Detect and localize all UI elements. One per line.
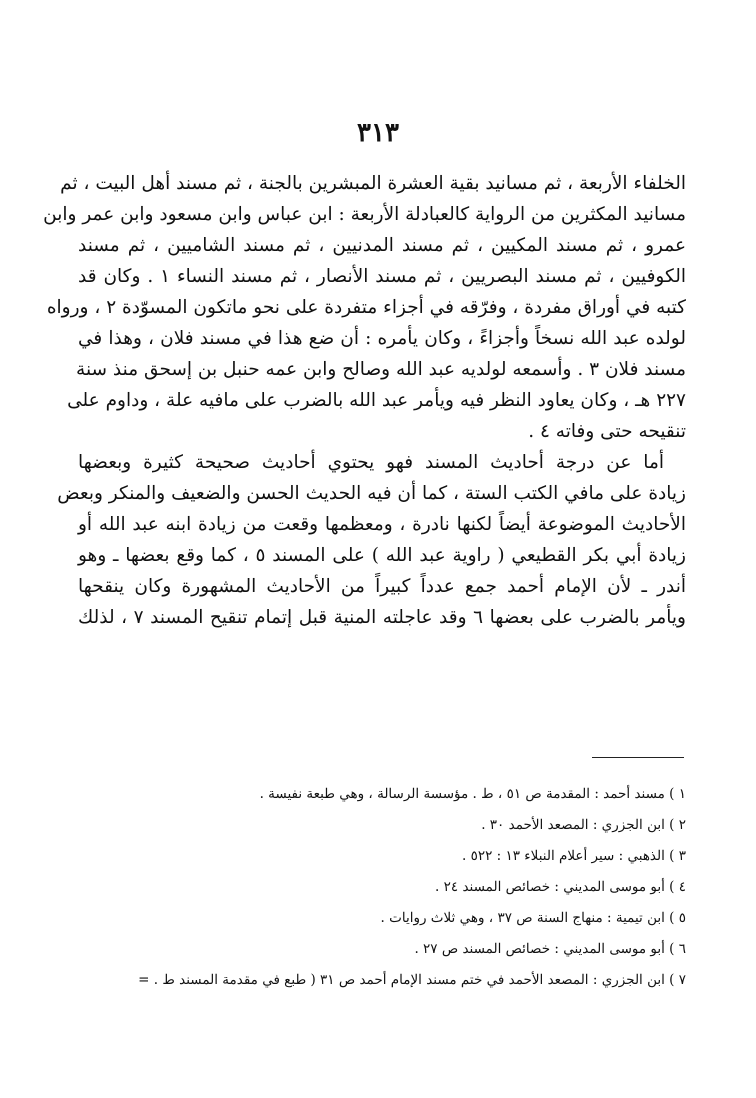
footnote-separator xyxy=(592,757,684,758)
body-line: تنقيحه حتى وفاته ٤ . xyxy=(528,421,686,442)
footnote: ٢ ) ابن الجزري : المصعد الأحمد ٣٠ . xyxy=(481,817,686,833)
body-line: الكوفيين ، ثم مسند البصريين ، ثم مسند الأنصار ، ثم مسند النساء ١ . وكان قد xyxy=(78,266,686,287)
body-line: الأحاديث الموضوعة أيضاً لكنها نادرة ، ومعظمها وقعت من زيادة ابنه عبد الله أو xyxy=(78,514,686,535)
page-number: ٣١٣ xyxy=(357,118,399,148)
footnote: ٧ ) ابن الجزري : المصعد الأحمد في ختم مسند الإمام أحمد ص ٣١ ( طبع في مقدمة المسند ط . = xyxy=(138,972,686,988)
footnote: ٦ ) أبو موسى المديني : خصائص المسند ص ٢٧ . xyxy=(414,941,686,957)
body-line: الخلفاء الأربعة ، ثم مسانيد بقية العشرة المبشرين بالجنة ، ثم مسند أهل البيت ، ثم xyxy=(60,173,686,194)
body-line: ٢٢٧ هـ ، وكان يعاود النظر فيه ويأمر عبد الله بالضرب على مافيه علة ، وداوم على xyxy=(67,390,686,411)
body-line: زيادة أبي بكر القطيعي ( راوية عبد الله ) على المسند ٥ ، كما وقع بعضها ـ وهو xyxy=(78,545,686,566)
footnote: ٣ ) الذهبي : سير أعلام النبلاء ١٣ : ٥٢٢ . xyxy=(462,848,686,864)
body-line: كتبه في أوراق مفردة ، وفرّقه في أجزاء متفردة على نحو ماتكون المسوّدة ٢ ، ورواه xyxy=(46,297,686,318)
footnotes xyxy=(78,779,686,996)
footnote: ٤ ) أبو موسى المديني : خصائص المسند ٢٤ . xyxy=(435,879,686,895)
footnote: ٥ ) ابن تيمية : منهاج السنة ص ٣٧ ، وهي ثلاث روايات . xyxy=(380,910,686,926)
body-line: ويأمر بالضرب على بعضها ٦ وقد عاجلته المنية قبل إتمام تنقيح المسند ٧ ، لذلك xyxy=(78,607,686,628)
body-line: مسند فلان ٣ . وأسمعه لولديه عبد الله وصالح وابن عمه حنبل بن إسحق منذ سنة xyxy=(76,359,686,380)
body-line: أما عن درجة أحاديث المسند فهو يحتوي أحاديث صحيحة كثيرة وبعضها xyxy=(78,452,664,473)
body-line: مسانيد المكثرين من الرواية كالعبادلة الأربعة : ابن عباس وابن مسعود وابن عمر وابن xyxy=(43,204,686,225)
footnote: ١ ) مسند أحمد : المقدمة ص ٥١ ، ط . مؤسسة الرسالة ، وهي طبعة نفيسة . xyxy=(259,786,686,802)
body-line: عمرو ، ثم مسند المكيين ، ثم مسند المدنيين ، ثم مسند الشاميين ، ثم مسند xyxy=(78,235,686,256)
body-text xyxy=(43,168,686,633)
body-line: زيادة على مافي الكتب الستة ، كما أن فيه الحديث الحسن والضعيف والمنكر وبعض xyxy=(57,483,686,504)
body-line: لولده عبد الله نسخاً وأجزاءً ، وكان يأمره : أن ضع هذا في مسند فلان ، وهذا في xyxy=(78,328,686,349)
body-line: أندر ـ لأن الإمام أحمد جمع عدداً كبيراً من الأحاديث المشهورة وكان ينقحها xyxy=(78,576,686,597)
